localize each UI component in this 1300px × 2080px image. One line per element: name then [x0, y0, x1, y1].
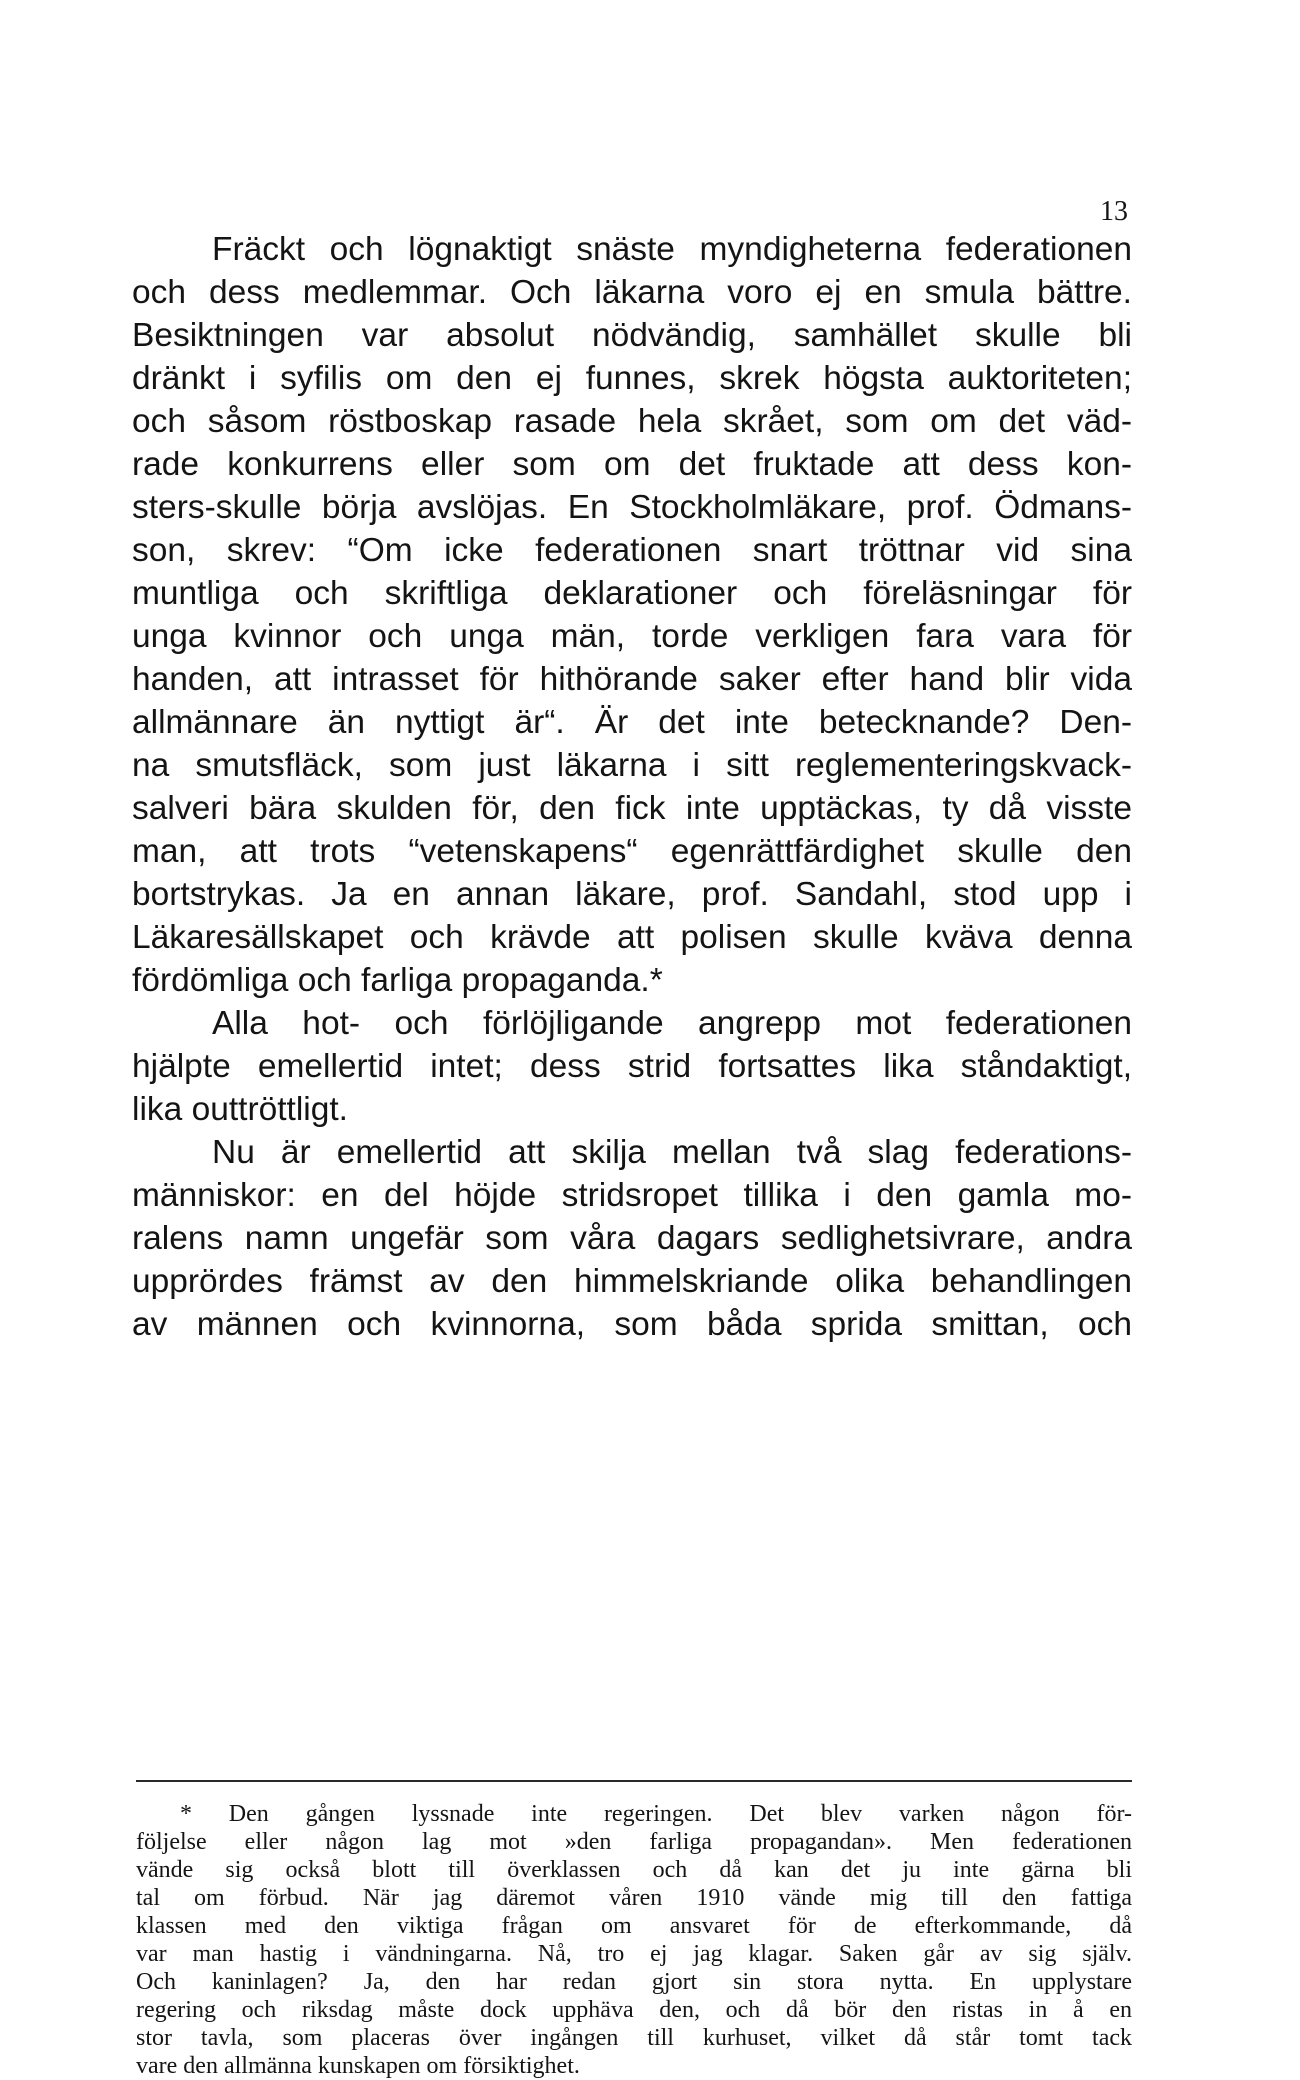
text-line: människor: en del höjde stridsropet tillika i den gamla mo- — [132, 1177, 1132, 1214]
text-line: Nu är emellertid att skilja mellan två slag federations- — [212, 1134, 1132, 1171]
text-line: bortstrykas. Ja en annan läkare, prof. Sandahl, stod upp i — [132, 876, 1132, 913]
text-line: av männen och kvinnorna, som båda sprida smittan, och — [132, 1306, 1132, 1343]
footnote-line: var man hastig i vändningarna. Nå, tro ej jag klagar. Saken går av sig själv. — [136, 1941, 1132, 1967]
footnote — [136, 1800, 1132, 2080]
text-line: salveri bära skulden för, den fick inte upptäckas, ty då visste — [132, 790, 1132, 827]
text-line: handen, att intrasset för hithörande saker efter hand blir vida — [132, 661, 1132, 698]
text-line: rade konkurrens eller som om det fruktade att dess kon- — [132, 446, 1132, 483]
text-line: fördömliga och farliga propaganda.* — [132, 962, 663, 999]
text-line: unga kvinnor och unga män, torde verkligen fara vara för — [132, 618, 1132, 655]
text-line: son, skrev: “Om icke federationen snart tröttnar vid sina — [132, 532, 1132, 569]
text-line: Fräckt och lögnaktigt snäste myndigheterna federationen — [212, 231, 1132, 268]
footnote-line: tal om förbud. När jag däremot våren 1910 vände mig till den fattiga — [136, 1885, 1132, 1911]
footnote-divider — [136, 1780, 1132, 1782]
text-line: allmännare än nyttigt är“. Är det inte betecknande? Den- — [132, 704, 1132, 741]
footnote-line: vare den allmänna kunskapen om försiktighet. — [136, 2053, 580, 2079]
text-line: och dess medlemmar. Och läkarna voro ej en smula bättre. — [132, 274, 1132, 311]
text-line: och såsom röstboskap rasade hela skrået, som om det väd- — [132, 403, 1132, 440]
text-line: Alla hot- och förlöjligande angrepp mot federationen — [212, 1005, 1132, 1042]
text-line: muntliga och skriftliga deklarationer och föreläsningar för — [132, 575, 1132, 612]
footnote-line: följelse eller någon lag mot »den farliga propagandan». Men federationen — [136, 1829, 1132, 1855]
text-line: upprördes främst av den himmelskriande olika behandlingen — [132, 1263, 1132, 1300]
text-line: hjälpte emellertid intet; dess strid fortsattes lika ståndaktigt, — [132, 1048, 1132, 1085]
text-line: ralens namn ungefär som våra dagars sedlighetsivrare, andra — [132, 1220, 1132, 1257]
text-line: na smutsfläck, som just läkarna i sitt reglementeringskvack- — [132, 747, 1132, 784]
text-line: Läkaresällskapet och krävde att polisen skulle kväva denna — [132, 919, 1132, 956]
text-line: lika outtröttligt. — [132, 1091, 348, 1128]
footnote-line: stor tavla, som placeras över ingången till kurhuset, vilket då står tomt tack — [136, 2025, 1132, 2051]
page-number: 13 — [1100, 196, 1128, 227]
body-text — [132, 228, 1132, 1346]
text-line: dränkt i syfilis om den ej funnes, skrek högsta auktoriteten; — [132, 360, 1132, 397]
text-line: Besiktningen var absolut nödvändig, samhället skulle bli — [132, 317, 1132, 354]
text-line: sters-skulle börja avslöjas. En Stockholmläkare, prof. Ödmans- — [132, 489, 1132, 526]
footnote-line: regering och riksdag måste dock upphäva den, och då bör den ristas in å en — [136, 1997, 1132, 2023]
footnote-line: * Den gången lyssnade inte regeringen. Det blev varken någon för- — [180, 1801, 1132, 1827]
footnote-line: vände sig också blott till överklassen och då kan det ju inte gärna bli — [136, 1857, 1132, 1883]
text-line: man, att trots “vetenskapens“ egenrättfärdighet skulle den — [132, 833, 1132, 870]
footnote-line: Och kaninlagen? Ja, den har redan gjort sin stora nytta. En upplystare — [136, 1969, 1132, 1995]
footnote-line: klassen med den viktiga frågan om ansvaret för de efterkommande, då — [136, 1913, 1132, 1939]
